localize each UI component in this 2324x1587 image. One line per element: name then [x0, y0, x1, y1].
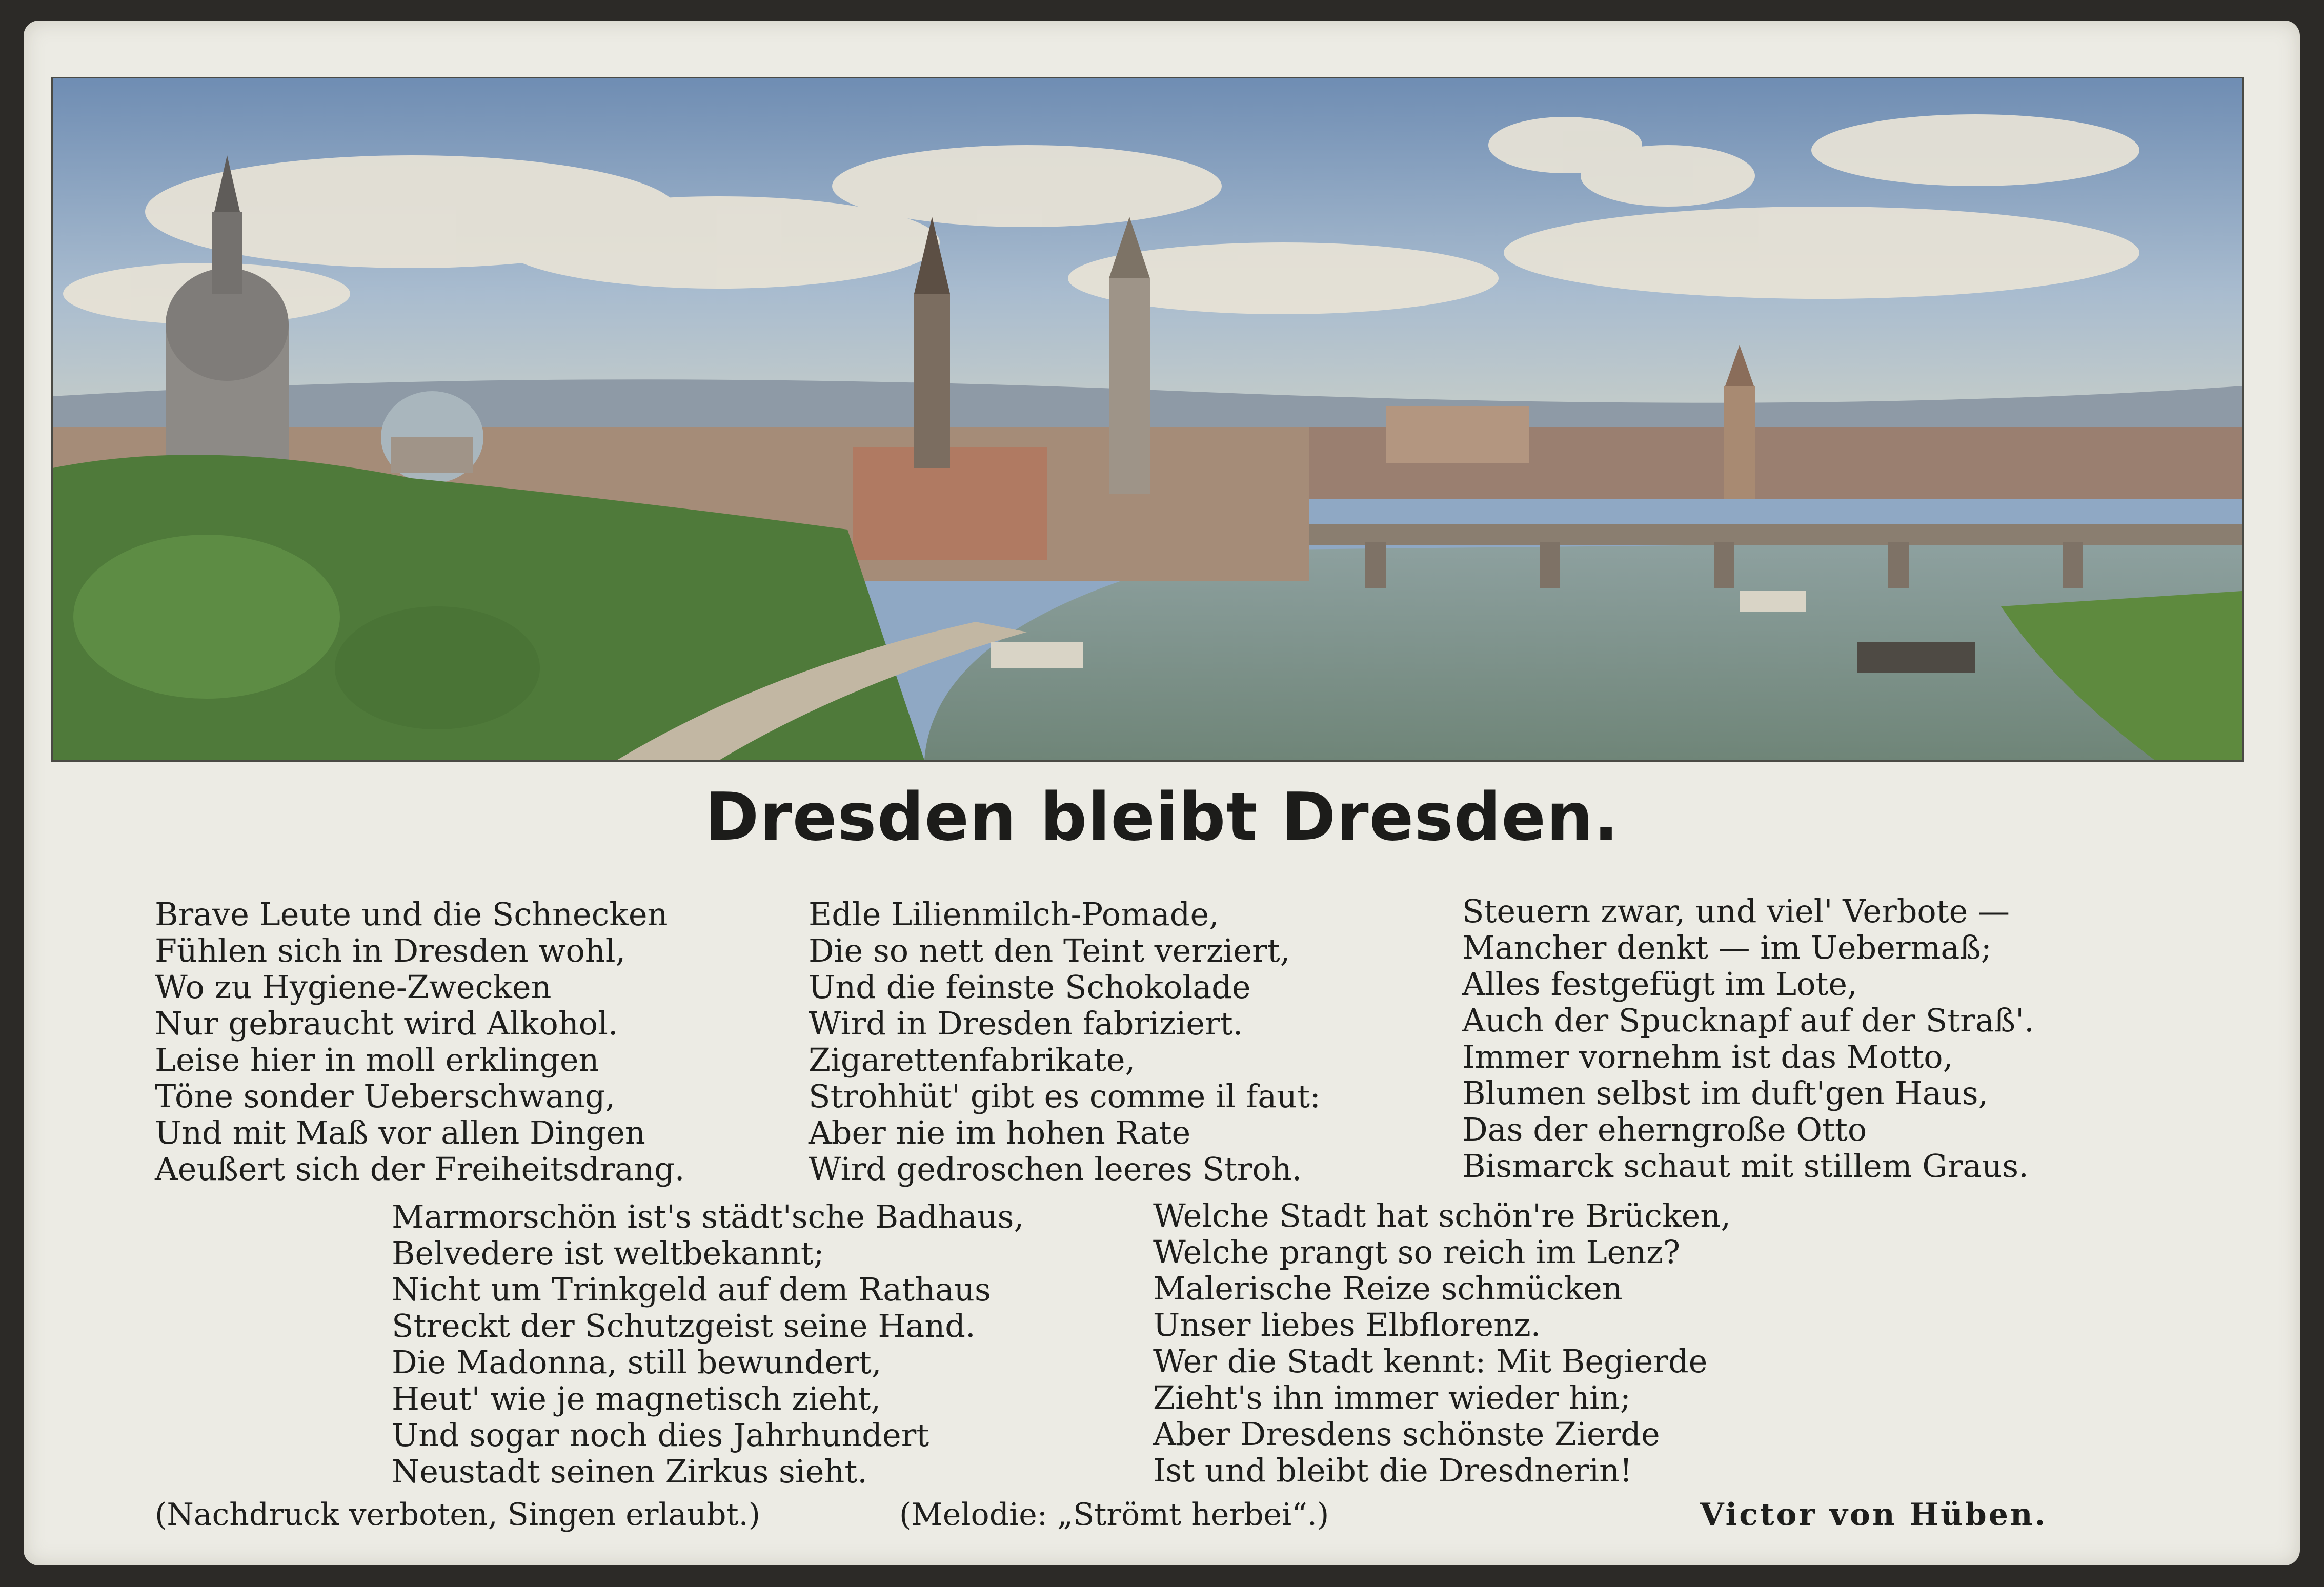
poem-line: Fühlen sich in Dresden wohl,	[155, 932, 626, 969]
poem-stanza	[155, 896, 684, 1187]
poem-line: Auch der Spucknapf auf der Straß'.	[1462, 1002, 2034, 1039]
poem-line: Leise hier in moll erklingen	[155, 1041, 599, 1079]
poem-line: Malerische Reize schmücken	[1153, 1270, 1623, 1307]
poem-line: Bismarck schaut mit stillem Graus.	[1462, 1147, 2029, 1185]
poem-line: Alles festgefügt im Lote,	[1462, 965, 1857, 1003]
poem-line: Wird in Dresden fabriziert.	[809, 1005, 1243, 1042]
poem-stanza	[1462, 893, 2034, 1184]
poem-line: Die Madonna, still bewundert,	[392, 1344, 882, 1381]
poem-line: Die so nett den Teint verziert,	[809, 932, 1290, 969]
poem-line: Edle Lilienmilch-Pomade,	[809, 896, 1219, 933]
poem-line: Neustadt seinen Zirkus sieht.	[392, 1453, 867, 1490]
poem-line: Aber Dresdens schönste Zierde	[1153, 1415, 1660, 1453]
poem-line: Aber nie im hohen Rate	[809, 1114, 1191, 1151]
poem-line: Heut' wie je magnetisch zieht,	[392, 1380, 881, 1417]
poem-line: Belvedere ist weltbekannt;	[392, 1234, 824, 1272]
poem-line: Zigarettenfabrikate,	[809, 1041, 1136, 1079]
poem-line: Welche prangt so reich im Lenz?	[1153, 1233, 1681, 1271]
poem-line: Und mit Maß vor allen Dingen	[155, 1114, 645, 1151]
author-name: Victor von Hüben.	[1700, 1497, 2048, 1533]
melody-note: (Melodie: „Strömt herbei“.)	[899, 1497, 1329, 1533]
poem-line: Töne sonder Ueberschwang,	[155, 1077, 616, 1115]
copyright-note: (Nachdruck verboten, Singen erlaubt.)	[155, 1497, 761, 1533]
poem-line: Aeußert sich der Freiheitsdrang.	[155, 1150, 685, 1188]
poem-line: Blumen selbst im duft'gen Haus,	[1462, 1074, 1989, 1112]
poem-line: Und die feinste Schokolade	[809, 968, 1251, 1006]
poem-line: Zieht's ihn immer wieder hin;	[1153, 1379, 1631, 1416]
poem-line: Mancher denkt — im Uebermaß;	[1462, 929, 1992, 966]
poem-line: Strohhüt' gibt es comme il faut:	[809, 1077, 1321, 1115]
poem-line: Und sogar noch dies Jahrhundert	[392, 1416, 929, 1454]
poem-line: Brave Leute und die Schnecken	[155, 896, 668, 933]
poem-line: Welche Stadt hat schön're Brücken,	[1153, 1197, 1731, 1234]
poem-line: Immer vornehm ist das Motto,	[1462, 1038, 1953, 1075]
poem-title: Dresden bleibt Dresden.	[704, 779, 1619, 856]
dresden-panorama-illustration	[51, 77, 2244, 762]
poem-line: Nicht um Trinkgeld auf dem Rathaus	[392, 1271, 991, 1308]
dresden-skyline-picture	[53, 78, 2242, 760]
poem-line: Wird gedroschen leeres Stroh.	[809, 1150, 1302, 1188]
poem-line: Wer die Stadt kennt: Mit Begierde	[1153, 1342, 1708, 1380]
poem-line: Steuern zwar, und viel' Verbote —	[1462, 892, 2010, 930]
poem-stanza	[809, 896, 1321, 1187]
poem-line: Das der eherngroße Otto	[1462, 1111, 1867, 1148]
poem-line: Ist und bleibt die Dresdnerin!	[1153, 1452, 1632, 1489]
postcard	[24, 21, 2300, 1565]
poem-line: Streckt der Schutzgeist seine Hand.	[392, 1307, 976, 1345]
poem-line: Unser liebes Elbflorenz.	[1153, 1306, 1541, 1344]
poem-line: Nur gebraucht wird Alkohol.	[155, 1005, 618, 1042]
poem-stanza	[1153, 1197, 1731, 1489]
poem-line: Marmorschön ist's städt'sche Badhaus,	[392, 1198, 1024, 1235]
poem-line: Wo zu Hygiene-Zwecken	[155, 968, 552, 1006]
poem-stanza	[392, 1198, 1024, 1490]
